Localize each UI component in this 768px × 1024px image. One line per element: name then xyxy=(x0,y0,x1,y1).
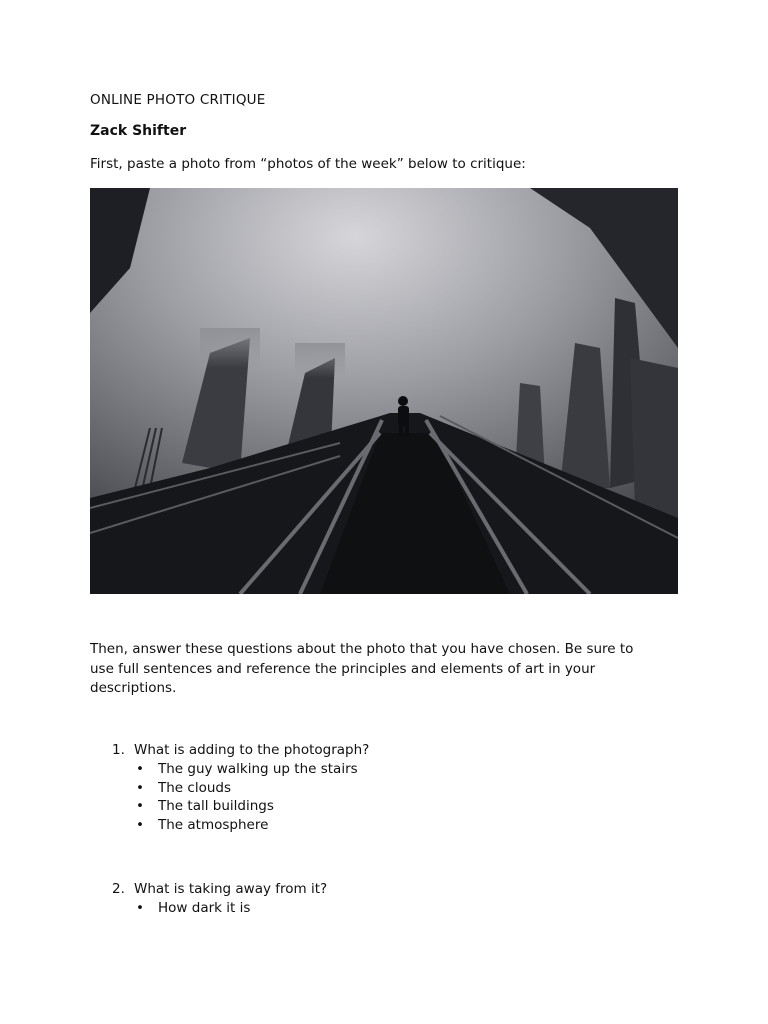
instruction-text: First, paste a photo from “photos of the week” below to critique: xyxy=(90,156,526,172)
answer-text: How dark it is xyxy=(158,900,251,916)
instructions-paragraph xyxy=(90,640,690,699)
question-1-answers xyxy=(136,760,358,835)
paragraph-line: use full sentences and reference the principles and elements of art in your xyxy=(90,660,596,677)
bullet-icon: • xyxy=(136,779,144,796)
answer-text: The atmosphere xyxy=(158,817,269,834)
author-name: Zack Shifter xyxy=(90,123,187,139)
escalator-skyline-photo xyxy=(90,188,678,594)
critique-photo xyxy=(90,188,678,594)
bullet-icon: • xyxy=(136,761,144,777)
answer-item xyxy=(136,760,358,779)
answer-item xyxy=(136,899,250,918)
answer-text: The clouds xyxy=(158,779,231,796)
answer-item xyxy=(136,816,358,835)
question-2 xyxy=(112,881,327,897)
bullet-icon: • xyxy=(136,798,144,815)
paragraph-line: Then, answer these questions about the photo that you have chosen. Be sure to xyxy=(90,641,634,657)
question-1 xyxy=(112,742,369,758)
bullet-icon: • xyxy=(136,900,144,916)
answer-text: The tall buildings xyxy=(158,798,274,815)
question-2-answers xyxy=(136,899,250,918)
question-number: 1. xyxy=(112,742,125,758)
paragraph-line: descriptions. xyxy=(90,680,177,696)
bullet-icon: • xyxy=(136,817,144,834)
answer-item xyxy=(136,779,358,798)
question-number: 2. xyxy=(112,881,125,897)
question-text: What is adding to the photograph? xyxy=(134,742,370,758)
document-heading: ONLINE PHOTO CRITIQUE xyxy=(90,92,266,108)
question-text: What is taking away from it? xyxy=(134,881,328,897)
answer-text: The guy walking up the stairs xyxy=(158,761,358,777)
answer-item xyxy=(136,797,358,816)
